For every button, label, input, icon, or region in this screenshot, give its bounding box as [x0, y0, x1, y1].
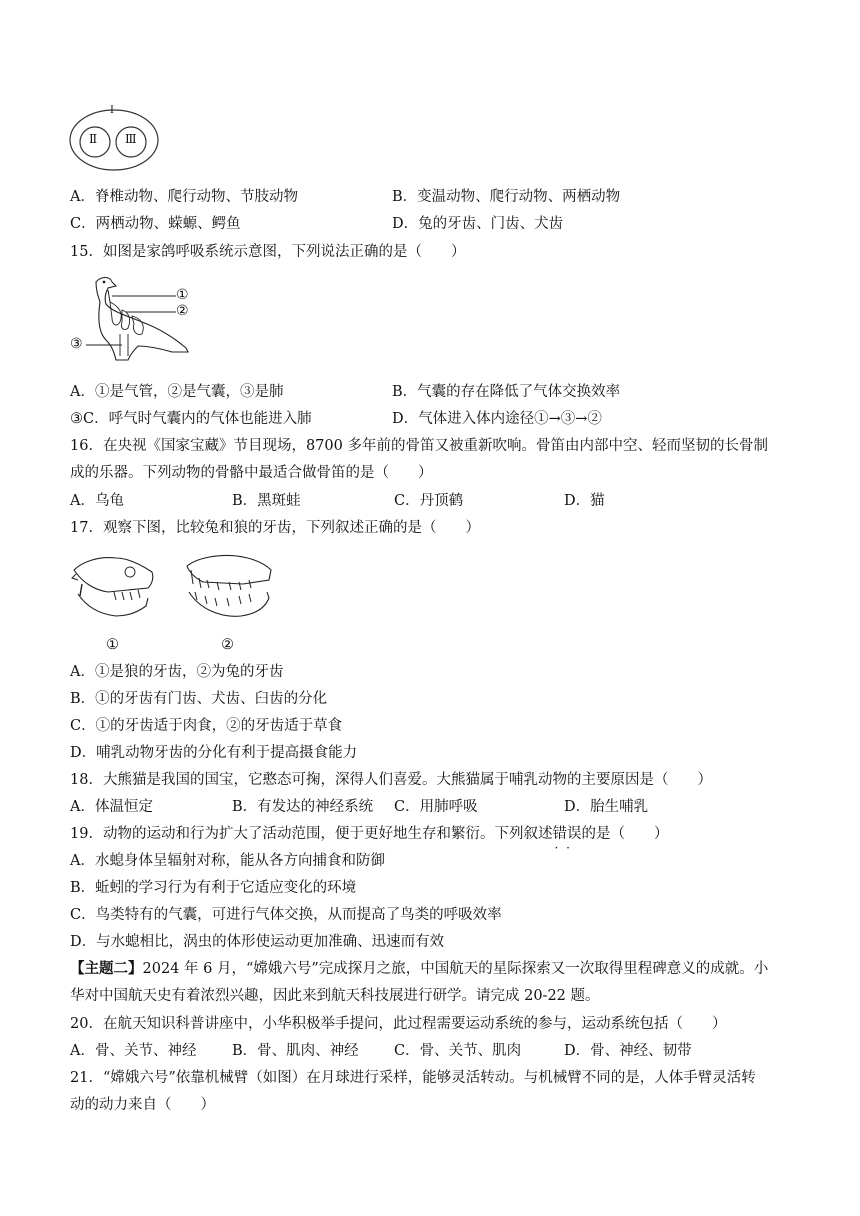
pigeon-respiratory-figure	[68, 272, 198, 372]
q14-option-d: D．兔的牙齿、门齿、犬齿	[392, 216, 564, 232]
theme2-text-1: 2024 年 6 月，“嫦娥六号”完成探月之旅，中国航天的星际探索又一次取得里程碑意义的成就。小	[142, 961, 769, 977]
q14-option-a: A．脊椎动物、爬行动物、节肢动物	[70, 189, 298, 205]
q16-stem-line-2: 成的乐器。下列动物的骨骼中最适合做骨笛的是（ ）	[70, 465, 433, 481]
q18-option-b: B．有发达的神经系统	[232, 799, 374, 815]
theme2-line-2: 华对中国航天史有着浓烈兴趣，因此来到航天科技展进行研学。请完成 20-22 题。	[70, 988, 600, 1004]
figure-label-2: ②	[221, 637, 234, 653]
q18-stem: 18．大熊猫是我国的国宝，它憨态可掬，深得人们喜爱。大熊猫属于哺乳动物的主要原因是（ ）	[70, 772, 712, 788]
q14-option-b: B．变温动物、爬行动物、两栖动物	[392, 189, 621, 205]
q18-option-a: A．体温恒定	[70, 799, 153, 815]
label-1: ①	[176, 287, 189, 303]
q15-option-b: B．气囊的存在降低了气体交换效率	[392, 384, 621, 400]
label-2: ②	[176, 303, 189, 319]
q16-option-c: C．丹顶鹤	[394, 493, 464, 509]
venn-label-outer: Ⅰ	[110, 105, 114, 116]
q16-stem-line-1: 16．在央视《国家宝藏》节目现场，8700 多年前的骨笛又被重新吹响。骨笛由内部中空、轻而坚韧的长骨制	[70, 438, 768, 454]
rabbit-skull-figure	[68, 548, 160, 628]
q19-stem-pre: 19．动物的运动和行为扩大了活动范围，便于更好地生存和繁衍。下列叙述	[70, 826, 553, 842]
label-3: ③	[70, 336, 83, 352]
q19-option-b: B．蚯蚓的学习行为有利于它适应变化的环境	[70, 880, 357, 896]
q17-option-c: C．①的牙齿适于肉食，②的牙齿适于草食	[70, 718, 343, 734]
q17-option-d: D．哺乳动物牙齿的分化有利于提高摄食能力	[70, 745, 358, 761]
q19-option-c: C．鸟类特有的气囊，可进行气体交换，从而提高了鸟类的呼吸效率	[70, 907, 502, 923]
wolf-skull-figure	[183, 548, 275, 628]
q16-option-d: D．猫	[564, 493, 605, 509]
q21-stem-line-2: 动的动力来自（ ）	[70, 1097, 215, 1113]
q19-option-a: A．水螅身体呈辐射对称，能从各方向捕食和防御	[70, 853, 385, 869]
theme2-tag: 【主题二】	[70, 960, 143, 977]
theme2-line-1	[70, 960, 768, 978]
q20-stem: 20．在航天知识科普讲座中，小华积极举手提问，此过程需要运动系统的参与，运动系统包括（ ）	[70, 1016, 727, 1032]
q17-option-a: A．①是狼的牙齿，②为兔的牙齿	[70, 664, 284, 680]
q17-option-b: B．①的牙齿有门齿、犬齿、臼齿的分化	[70, 691, 328, 707]
q20-option-a: A．骨、关节、神经	[70, 1043, 197, 1059]
q20-option-c: C．骨、关节、肌肉	[394, 1043, 522, 1059]
q16-option-a: A．乌龟	[70, 493, 124, 509]
q19-option-d: D．与水螅相比，涡虫的体形使运动更加准确、迅速而有效	[70, 934, 445, 950]
q15-option-d: D．气体进入体内途径①→③→②	[392, 411, 602, 427]
q14-option-c: C．两栖动物、蝾螈、鳄鱼	[70, 216, 241, 232]
q15-stem: 15．如图是家鸽呼吸系统示意图，下列说法正确的是（ ）	[70, 244, 466, 260]
q16-option-b: B．黑斑蛙	[232, 493, 301, 509]
q15-option-a: A．①是气管，②是气囊，③是肺	[70, 384, 284, 400]
venn-diagram	[68, 105, 168, 175]
q20-option-d: D．骨、神经、韧带	[564, 1043, 692, 1059]
venn-label-right: Ⅲ	[125, 132, 137, 146]
q19-stem	[70, 825, 668, 843]
q19-stem-post: 的是（ ）	[581, 826, 669, 842]
venn-label-left: Ⅱ	[89, 132, 98, 146]
q18-option-c: C．用肺呼吸	[394, 799, 478, 815]
q19-stem-emphasis: 错误 · ·	[552, 826, 581, 842]
figure-label-1: ①	[106, 637, 119, 653]
q15-option-c: ③C．呼气时气囊内的气体也能进入肺	[70, 411, 312, 427]
q20-option-b: B．骨、肌肉、神经	[232, 1043, 359, 1059]
q17-stem: 17．观察下图，比较兔和狼的牙齿，下列叙述正确的是（ ）	[70, 520, 480, 536]
q21-stem-line-1: 21．“嫦娥六号”依靠机械臂（如图）在月球进行采样，能够灵活转动。与机械臂不同的是，人体手臂灵活转	[70, 1070, 756, 1086]
q18-option-d: D．胎生哺乳	[564, 799, 649, 815]
